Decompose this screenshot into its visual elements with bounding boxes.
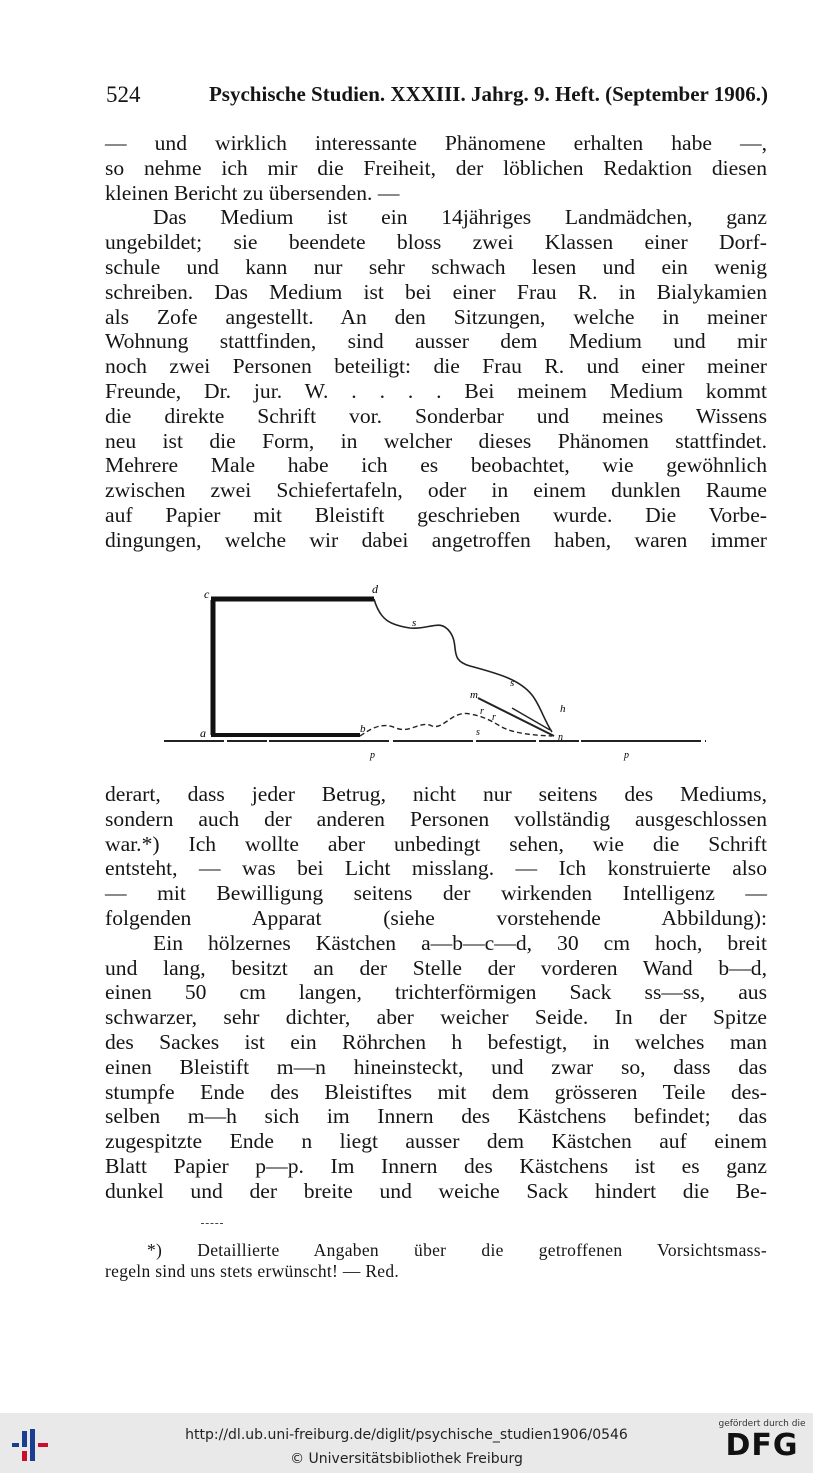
text-line: Blatt Papier p—p. Im Innern des Kästchens ist es ganz xyxy=(105,1153,767,1178)
text-line: entsteht, — was bei Licht misslang. — Ich konstruierte also xyxy=(105,856,767,881)
text-line: so nehme ich mir die Freiheit, der löblichen Redaktion diesen xyxy=(105,155,767,180)
label-n: n xyxy=(558,732,563,743)
text-line: *) Detaillierte Angaben über die getroffenen Vorsichtsmass- xyxy=(147,1240,767,1260)
text-line: war.*) Ich wollte aber unbedingt sehen, wie die Schrift xyxy=(105,831,767,856)
text-line: ungebildet; sie beendete bloss zwei Klassen einer Dorf- xyxy=(105,230,767,255)
dfg-logo xyxy=(718,1419,806,1471)
text-line: Freunde, Dr. jur. W. . . . . Bei meinem Medium kommt xyxy=(105,378,767,403)
text-line: Ein hölzernes Kästchen a—b—c—d, 30 cm hoch, breit xyxy=(153,930,767,955)
label-h: h xyxy=(560,703,566,715)
text-line: — mit Bewilligung seitens der wirkenden Intelligenz — xyxy=(105,881,767,906)
text-line: stumpfe Ende des Bleistiftes mit dem grösseren Teile des- xyxy=(105,1079,767,1104)
dfg-funding-note: gefördert durch die xyxy=(718,1419,806,1429)
running-header xyxy=(106,82,768,112)
footnote xyxy=(105,1240,767,1282)
sack-upper-outline xyxy=(374,599,552,732)
label-p-right: p xyxy=(624,750,629,761)
text-line: zugespitzte Ende n liegt ausser dem Kästchen auf einem xyxy=(105,1129,767,1154)
text-line: — und wirklich interessante Phänomene erhalten habe —, xyxy=(105,131,767,155)
label-s-right: s xyxy=(510,677,515,689)
text-line: neu ist die Form, in welcher dieses Phänomen stattfindet. xyxy=(105,428,767,453)
label-r1: r xyxy=(480,706,484,717)
label-s-upper: s xyxy=(412,617,417,629)
copyright-notice: © Universitätsbibliothek Freiburg xyxy=(290,1451,523,1467)
text-line: noch zwei Personen beteiligt: die Frau R. und einer meiner xyxy=(105,354,767,379)
text-line: Mehrere Male habe ich es beobachtet, wie gewöhnlich xyxy=(105,453,767,478)
text-line: kleinen Bericht zu übersenden. — xyxy=(105,180,400,205)
page-url-link[interactable]: http://dl.ub.uni-freiburg.de/diglit/psychische_studien1906/0546 xyxy=(185,1427,628,1443)
text-line: auf Papier mit Bleistift geschrieben wurde. Die Vorbe- xyxy=(105,502,767,527)
body-text-bottom xyxy=(105,782,767,1204)
label-a: a xyxy=(200,726,206,740)
text-line: sondern auch der anderen Personen vollständig ausgeschlossen xyxy=(105,806,767,831)
text-line: und lang, besitzt an der Stelle der vorderen Wand b—d, xyxy=(105,955,767,980)
text-line: einen 50 cm langen, trichterförmigen Sack ss—ss, aus xyxy=(105,980,767,1005)
label-r2: r xyxy=(492,712,496,723)
label-m: m xyxy=(470,689,478,701)
text-line: regeln sind uns stets erwünscht! — Red. xyxy=(105,1261,400,1281)
apparatus-figure xyxy=(160,580,720,770)
text-line: selben m—h sich im Innern des Kästchens befindet; das xyxy=(105,1104,767,1129)
label-p-left: p xyxy=(370,750,375,761)
label-s-lower: s xyxy=(476,727,480,738)
label-d: d xyxy=(372,582,378,596)
dfg-wordmark: DFG xyxy=(725,1428,799,1463)
text-line: dunkel und der breite und weiche Sack hindert die Be- xyxy=(105,1178,767,1203)
text-line: des Sackes ist ein Röhrchen h befestigt, in welches man xyxy=(105,1029,767,1054)
label-c: c xyxy=(204,587,210,601)
sack-lower-outline xyxy=(360,713,552,736)
pencil xyxy=(478,698,554,736)
page-number: 524 xyxy=(106,82,141,107)
text-line: schreiben. Das Medium ist bei einer Frau R. in Bialykamien xyxy=(105,279,767,304)
text-line: dingungen, welche wir dabei angetroffen haben, waren immer xyxy=(105,527,767,552)
text-line: schwarzer, sehr dichter, aber weicher Seide. In der Spitze xyxy=(105,1005,767,1030)
text-line: derart, dass jeder Betrug, nicht nur seitens des Mediums, xyxy=(105,782,767,806)
text-line: folgenden Apparat (siehe vorstehende Abbildung): xyxy=(105,905,767,930)
text-line: zwischen zwei Schiefertafeln, oder in einem dunklen Raume xyxy=(105,478,767,503)
text-line: schule und kann nur sehr schwach lesen und ein wenig xyxy=(105,254,767,279)
text-line: einen Bleistift m—n hineinsteckt, und zwar so, dass das xyxy=(105,1054,767,1079)
label-b: b xyxy=(360,723,366,735)
running-title: Psychische Studien. XXXIII. Jahrg. 9. Heft. (September 1906.) xyxy=(208,82,768,106)
text-line: die direkte Schrift vor. Sonderbar und meines Wissens xyxy=(105,403,767,428)
library-footer xyxy=(0,1413,813,1473)
footnote-separator xyxy=(201,1223,223,1226)
text-line: als Zofe angestellt. An den Sitzungen, welche in meiner xyxy=(105,304,767,329)
text-line: Das Medium ist ein 14jähriges Landmädchen, ganz xyxy=(153,205,767,230)
text-line: Wohnung stattfinden, sind ausser dem Medium und mir xyxy=(105,329,767,354)
body-text-top xyxy=(105,131,767,553)
